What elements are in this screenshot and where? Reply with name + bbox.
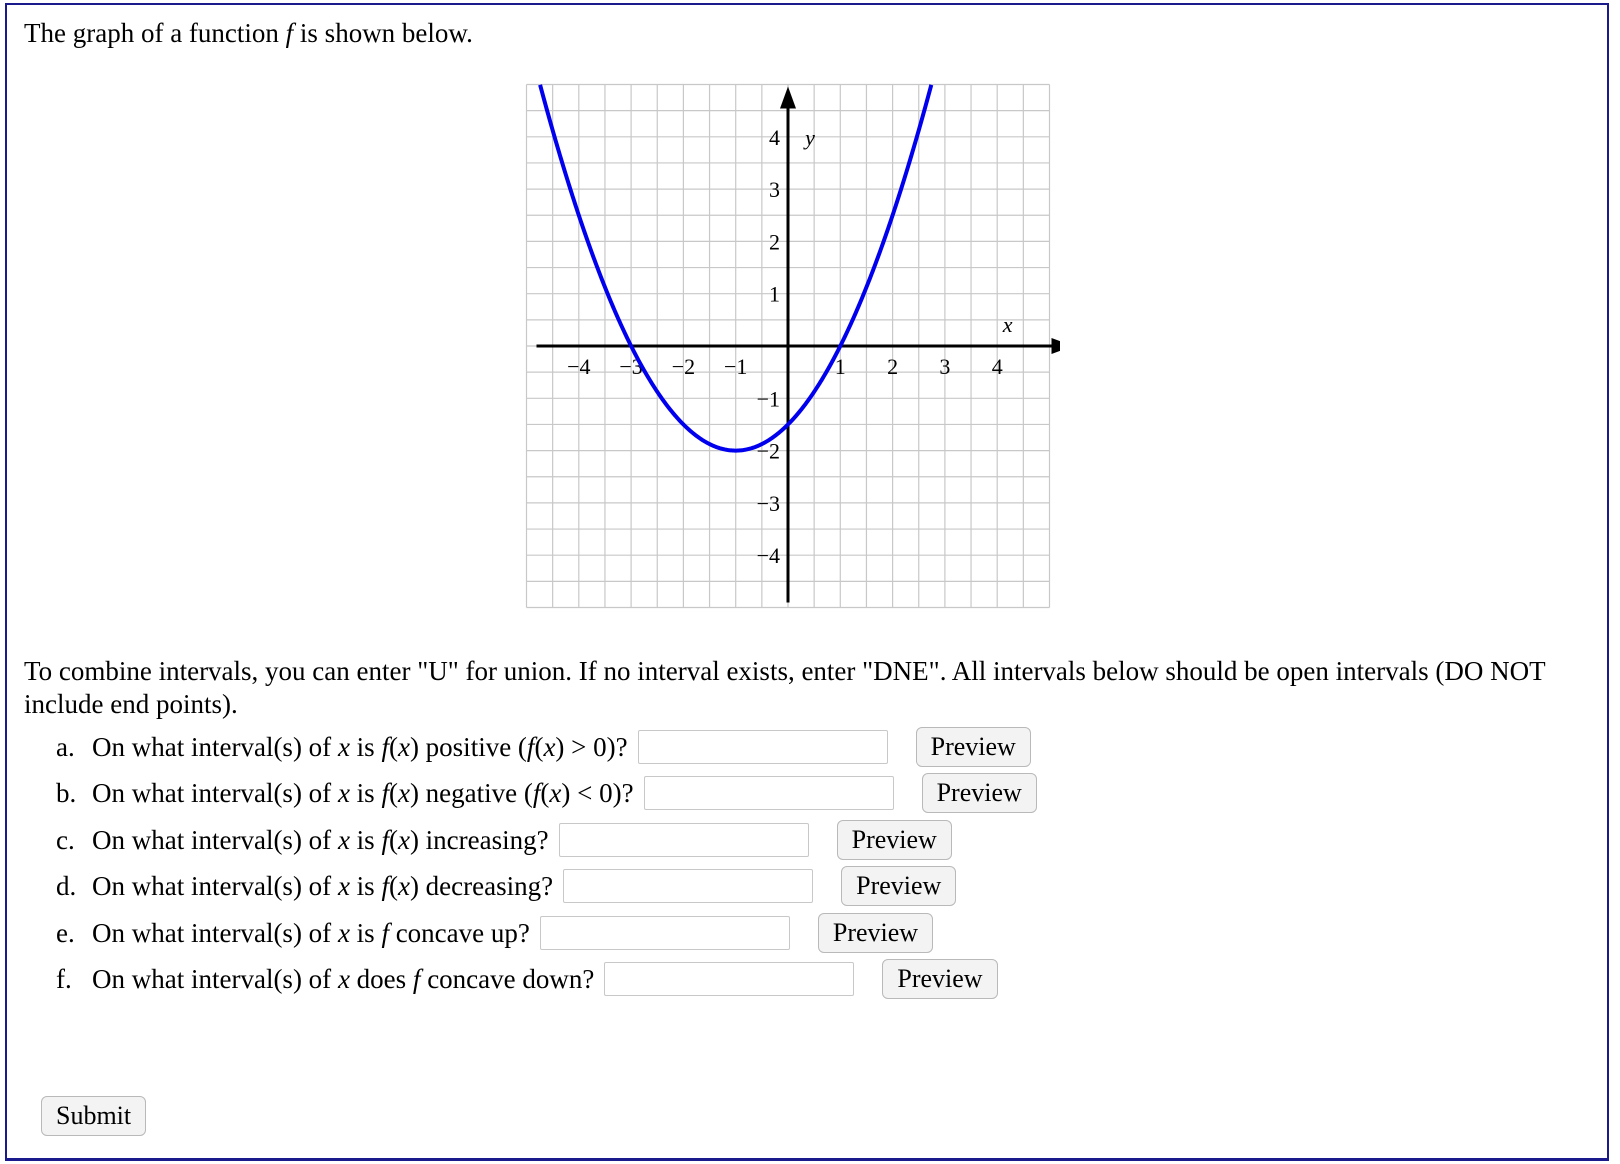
preview-button[interactable]: Preview: [837, 820, 952, 860]
intro-text-before: The graph of a function: [24, 18, 286, 48]
y-tick-label: −4: [756, 543, 780, 569]
question-text: On what interval(s) of x does f concave down?: [92, 963, 595, 994]
question-letter: e.: [56, 917, 75, 948]
x-axis-arrow: [1052, 338, 1061, 354]
answer-input[interactable]: [604, 962, 854, 996]
intro-text-after: is shown below.: [293, 18, 473, 48]
question-row: [56, 727, 1031, 767]
question-row: [56, 959, 998, 999]
preview-button[interactable]: Preview: [922, 773, 1037, 813]
y-tick-label: −1: [756, 386, 780, 412]
y-tick-label: 2: [769, 229, 780, 255]
question-row: [56, 913, 933, 953]
question-letter: a.: [56, 731, 75, 762]
question-letter: f.: [56, 963, 72, 994]
question-letter: d.: [56, 870, 77, 901]
answer-input[interactable]: [638, 730, 888, 764]
x-tick-label: −3: [619, 354, 643, 379]
question-text: On what interval(s) of x is f(x) decreasing?: [92, 870, 554, 901]
answer-input[interactable]: [644, 776, 894, 810]
x-tick-label: 3: [939, 354, 951, 379]
question-letter: b.: [56, 777, 77, 808]
y-tick-label: −3: [756, 490, 780, 516]
frame-bottom-border: [5, 1158, 1609, 1161]
x-tick-label: 4: [991, 354, 1003, 379]
question-letter: c.: [56, 824, 75, 855]
x-tick-label: −1: [723, 354, 748, 379]
y-tick-label: 4: [769, 124, 780, 150]
x-tick-label: −2: [671, 354, 696, 379]
question-row: [56, 820, 952, 860]
problem-intro: [24, 18, 473, 49]
x-axis-label: x: [1002, 312, 1013, 337]
answer-input[interactable]: [559, 823, 809, 857]
answer-input[interactable]: [563, 869, 813, 903]
preview-button[interactable]: Preview: [882, 959, 997, 999]
y-tick-label: −2: [756, 438, 780, 464]
preview-button[interactable]: Preview: [916, 727, 1031, 767]
question-text: On what interval(s) of x is f(x) increasing?: [92, 824, 549, 855]
y-tick-label: 1: [769, 281, 780, 307]
y-tick-label: 3: [769, 177, 780, 203]
intro-function-symbol: f: [285, 18, 294, 48]
x-tick-label: 2: [887, 354, 899, 379]
y-axis-label: y: [805, 124, 815, 150]
x-tick-label: 1: [834, 354, 846, 379]
question-row: [56, 866, 956, 906]
question-text: On what interval(s) of x is f(x) negative (f(x) < 0)?: [92, 777, 634, 808]
y-axis-arrow: [780, 87, 796, 109]
answer-input[interactable]: [540, 916, 790, 950]
function-graph: [520, 80, 1060, 615]
question-text: On what interval(s) of x is f concave up?: [92, 917, 530, 948]
instructions-note: To combine intervals, you can enter "U" for union. If no interval exists, enter "DNE". All intervals below should be open intervals (DO NOT include end points).: [24, 656, 1546, 719]
preview-button[interactable]: Preview: [818, 913, 933, 953]
x-tick-label: −4: [567, 354, 591, 379]
submit-button[interactable]: Submit: [41, 1096, 146, 1136]
question-row: [56, 773, 1037, 813]
preview-button[interactable]: Preview: [841, 866, 956, 906]
question-text: On what interval(s) of x is f(x) positive (f(x) > 0)?: [92, 731, 628, 762]
